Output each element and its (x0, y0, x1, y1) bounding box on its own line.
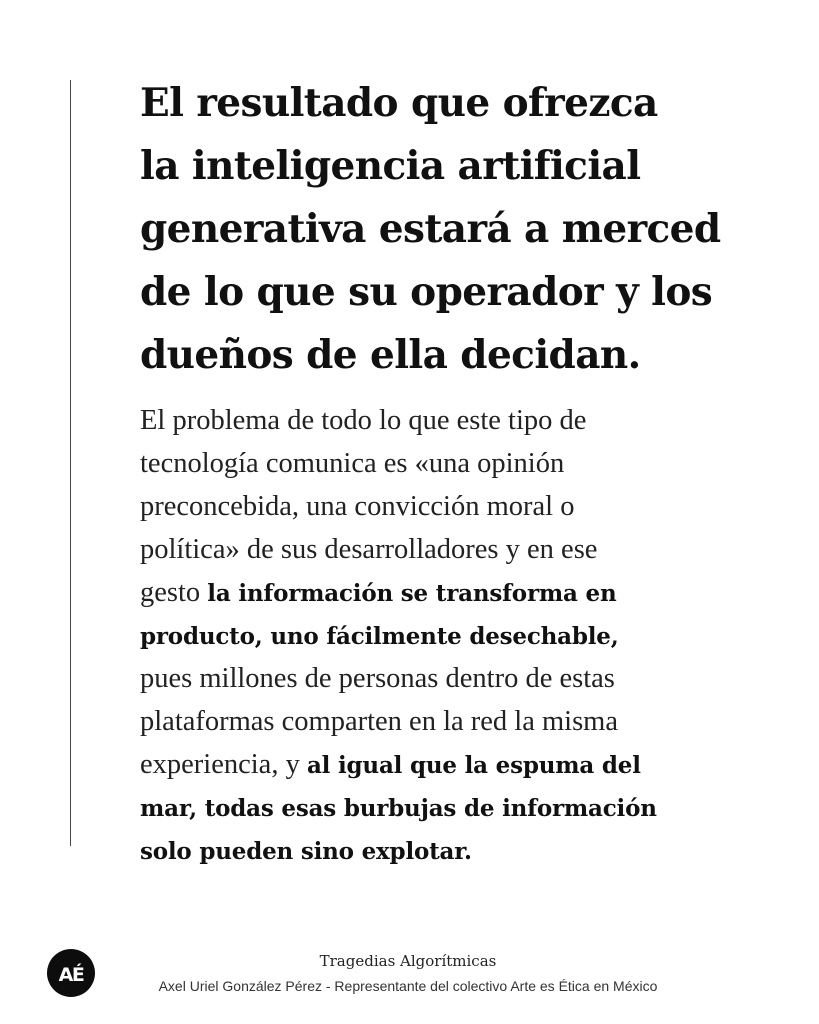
body-line (140, 830, 790, 873)
body-line (140, 744, 790, 787)
body-line (140, 701, 790, 744)
pull-quote-heading (140, 72, 790, 387)
body-line-bold: al igual que la espuma del (306, 752, 641, 779)
body-line (140, 443, 790, 486)
body-line-plain: tecnología comunica es «una opinión (140, 448, 565, 479)
heading-line: generativa estará a merced (140, 206, 721, 252)
body-line (140, 400, 790, 443)
body-line-plain: plataformas comparten en la red la misma (140, 706, 618, 737)
body-line-plain: preconcebida, una convicción moral o (140, 491, 575, 522)
vertical-rule (70, 80, 71, 846)
body-line (140, 572, 790, 615)
heading-line: de lo que su operador y los (140, 269, 713, 315)
ae-logo (47, 949, 95, 997)
logo-text: AÉ (58, 963, 84, 986)
body-line (140, 529, 790, 572)
heading-line: El resultado que ofrezca (140, 80, 658, 126)
body-line-bold: mar, todas esas burbujas de información (140, 795, 657, 822)
body-line (140, 658, 790, 701)
body-line-bold: la información se transforma en (207, 580, 617, 607)
body-line (140, 615, 790, 658)
body-line-bold: producto, uno fácilmente desechable, (140, 623, 619, 650)
body-line (140, 787, 790, 830)
body-line-plain: experiencia, y (140, 749, 307, 780)
heading-line: dueños de ella decidan. (140, 332, 641, 378)
body-line-plain: gesto (140, 577, 208, 608)
body-line-plain: pues millones de personas dentro de estas (140, 663, 615, 694)
footer-title: Tragedias Algorítmicas (319, 952, 497, 970)
body-paragraph (140, 400, 790, 873)
body-line-plain: política» de sus desarrolladores y en ese (140, 534, 598, 565)
body-line-bold: solo pueden sino explotar. (140, 838, 472, 865)
body-line (140, 486, 790, 529)
heading-line: la inteligencia artificial (140, 143, 641, 189)
body-line-plain: El problema de todo lo que este tipo de (140, 405, 587, 436)
footer-credit: Axel Uriel González Pérez - Representante del colectivo Arte es Ética en México (158, 978, 658, 994)
